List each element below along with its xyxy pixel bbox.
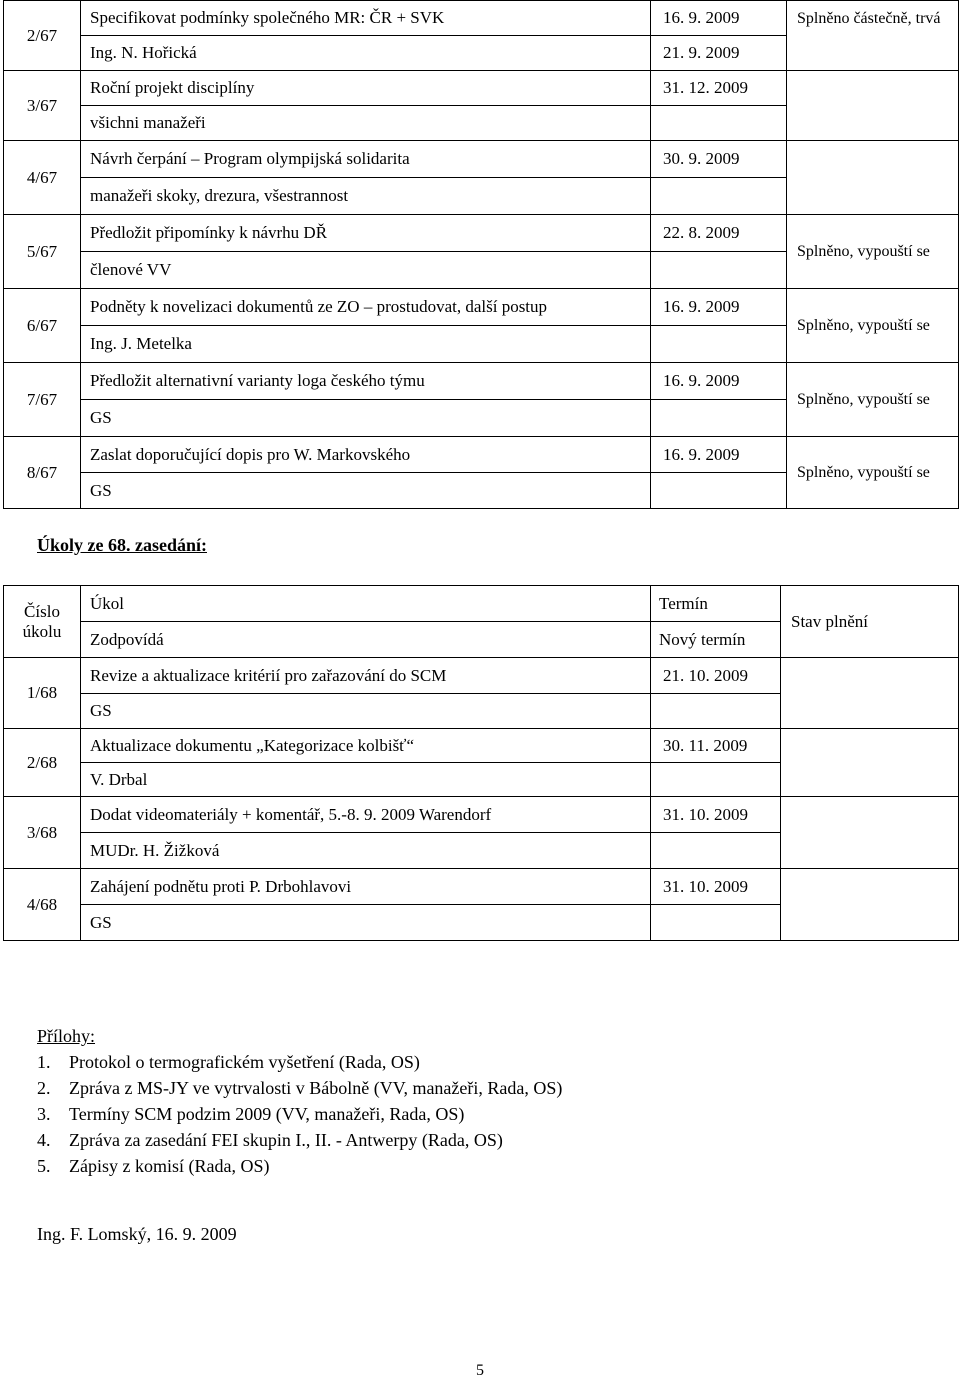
list-item xyxy=(37,1049,562,1075)
list-item-text: Zápisy z komisí (Rada, OS) xyxy=(69,1156,270,1176)
list-item-text: Zpráva za zasedání FEI skupin I., II. - Antwerpy (Rada, OS) xyxy=(69,1130,503,1150)
task-responsible: Ing. N. Hořická xyxy=(81,36,651,71)
header-new-deadline: Nový termín xyxy=(651,622,781,658)
task-deadline: 31. 10. 2009 xyxy=(651,797,781,833)
task-description: Předložit alternativní varianty loga českého týmu xyxy=(81,363,651,400)
task-new-deadline xyxy=(651,763,781,797)
task-deadline: 16. 9. 2009 xyxy=(651,437,787,473)
task-new-deadline xyxy=(651,833,781,869)
task-deadline: 31. 10. 2009 xyxy=(651,869,781,905)
tasks-68-table xyxy=(3,585,959,941)
task-description: Roční projekt disciplíny xyxy=(81,71,651,106)
attachments-section xyxy=(37,1023,562,1179)
list-item-text: Zpráva z MS-JY ve vytrvalosti v Bábolně (VV, manažeři, Rada, OS) xyxy=(69,1078,563,1098)
task-deadline: 16. 9. 2009 xyxy=(651,1,787,36)
list-item-text: Protokol o termografickém vyšetření (Rada, OS) xyxy=(69,1052,420,1072)
task-number: 3/67 xyxy=(4,71,81,141)
header-deadline: Termín xyxy=(651,586,781,622)
task-deadline: 31. 12. 2009 xyxy=(651,71,787,106)
task-new-deadline xyxy=(651,473,787,509)
task-deadline: 16. 9. 2009 xyxy=(651,363,787,400)
task-responsible: všichni manažeři xyxy=(81,106,651,141)
task-description: Podněty k novelizaci dokumentů ze ZO – prostudovat, další postup xyxy=(81,289,651,326)
list-item xyxy=(37,1153,562,1179)
task-description: Návrh čerpání – Program olympijská solidarita xyxy=(81,141,651,178)
task-responsible: GS xyxy=(81,694,651,729)
task-responsible: manažeři skoky, drezura, všestrannost xyxy=(81,178,651,215)
list-item-number: 2. xyxy=(37,1078,51,1098)
task-new-deadline xyxy=(651,326,787,363)
task-responsible: MUDr. H. Žižková xyxy=(81,833,651,869)
list-item-text: Termíny SCM podzim 2009 (VV, manažeři, Rada, OS) xyxy=(69,1104,465,1124)
task-number: 2/67 xyxy=(4,1,81,71)
task-responsible: Ing. J. Metelka xyxy=(81,326,651,363)
task-status: Splněno, vypouští se xyxy=(787,289,959,363)
list-item-number: 1. xyxy=(37,1052,51,1072)
task-status xyxy=(781,797,959,869)
task-status xyxy=(781,729,959,797)
attachments-title: Přílohy: xyxy=(37,1026,96,1046)
list-item xyxy=(37,1075,562,1101)
task-description: Aktualizace dokumentu „Kategorizace kolbišť“ xyxy=(81,729,651,763)
task-number: 8/67 xyxy=(4,437,81,509)
task-responsible: GS xyxy=(81,473,651,509)
header-task-number: Číslo úkolu xyxy=(4,586,81,658)
table-row xyxy=(4,289,959,326)
table-row xyxy=(4,729,959,763)
task-responsible: V. Drbal xyxy=(81,763,651,797)
table-row xyxy=(4,797,959,833)
table-row xyxy=(4,437,959,473)
task-number: 4/68 xyxy=(4,869,81,941)
list-item xyxy=(37,1127,562,1153)
task-deadline: 30. 9. 2009 xyxy=(651,141,787,178)
task-status: Splněno, vypouští se xyxy=(787,215,959,289)
task-deadline: 22. 8. 2009 xyxy=(651,215,787,252)
task-responsible: GS xyxy=(81,905,651,941)
task-status xyxy=(787,71,959,141)
table-row xyxy=(4,363,959,400)
list-item-number: 5. xyxy=(37,1156,51,1176)
task-new-deadline xyxy=(651,252,787,289)
task-number: 7/67 xyxy=(4,363,81,437)
header-task: Úkol xyxy=(81,586,651,622)
task-new-deadline xyxy=(651,106,787,141)
table-row xyxy=(4,658,959,694)
task-description: Zahájení podnětu proti P. Drbohlavovi xyxy=(81,869,651,905)
header-responsible: Zodpovídá xyxy=(81,622,651,658)
task-status: Splněno, vypouští se xyxy=(787,363,959,437)
task-description: Dodat videomateriály + komentář, 5.-8. 9. 2009 Warendorf xyxy=(81,797,651,833)
task-responsible: členové VV xyxy=(81,252,651,289)
task-new-deadline xyxy=(651,178,787,215)
task-new-deadline xyxy=(651,694,781,729)
task-deadline: 16. 9. 2009 xyxy=(651,289,787,326)
task-description: Zaslat doporučující dopis pro W. Markovského xyxy=(81,437,651,473)
attachments-list xyxy=(37,1049,562,1179)
task-number: 2/68 xyxy=(4,729,81,797)
list-item-number: 3. xyxy=(37,1104,51,1124)
header-status: Stav plnění xyxy=(781,586,959,658)
task-description: Předložit připomínky k návrhu DŘ xyxy=(81,215,651,252)
task-new-deadline xyxy=(651,905,781,941)
list-item xyxy=(37,1101,562,1127)
table-header-row xyxy=(4,586,959,622)
table-row xyxy=(4,1,959,36)
page-number: 5 xyxy=(476,1362,484,1379)
list-item-number: 4. xyxy=(37,1130,51,1150)
task-number: 6/67 xyxy=(4,289,81,363)
task-status xyxy=(781,658,959,729)
task-status: Splněno, vypouští se xyxy=(787,437,959,509)
section-heading: Úkoly ze 68. zasedání: xyxy=(37,535,207,555)
table-row xyxy=(4,215,959,252)
tasks-67-table xyxy=(3,0,959,509)
task-description: Revize a aktualizace kritérií pro zařazování do SCM xyxy=(81,658,651,694)
task-status: Splněno částečně, trvá xyxy=(787,1,959,71)
task-status xyxy=(781,869,959,941)
task-number: 5/67 xyxy=(4,215,81,289)
task-description: Specifikovat podmínky společného MR: ČR + SVK xyxy=(81,1,651,36)
signature: Ing. F. Lomský, 16. 9. 2009 xyxy=(37,1224,237,1244)
table-row xyxy=(4,869,959,905)
table-row xyxy=(4,71,959,106)
task-responsible: GS xyxy=(81,400,651,437)
task-deadline: 30. 11. 2009 xyxy=(651,729,781,763)
task-status xyxy=(787,141,959,215)
task-new-deadline xyxy=(651,400,787,437)
task-deadline: 21. 10. 2009 xyxy=(651,658,781,694)
table-row xyxy=(4,141,959,178)
task-number: 1/68 xyxy=(4,658,81,729)
task-new-deadline: 21. 9. 2009 xyxy=(651,36,787,71)
task-number: 4/67 xyxy=(4,141,81,215)
task-number: 3/68 xyxy=(4,797,81,869)
